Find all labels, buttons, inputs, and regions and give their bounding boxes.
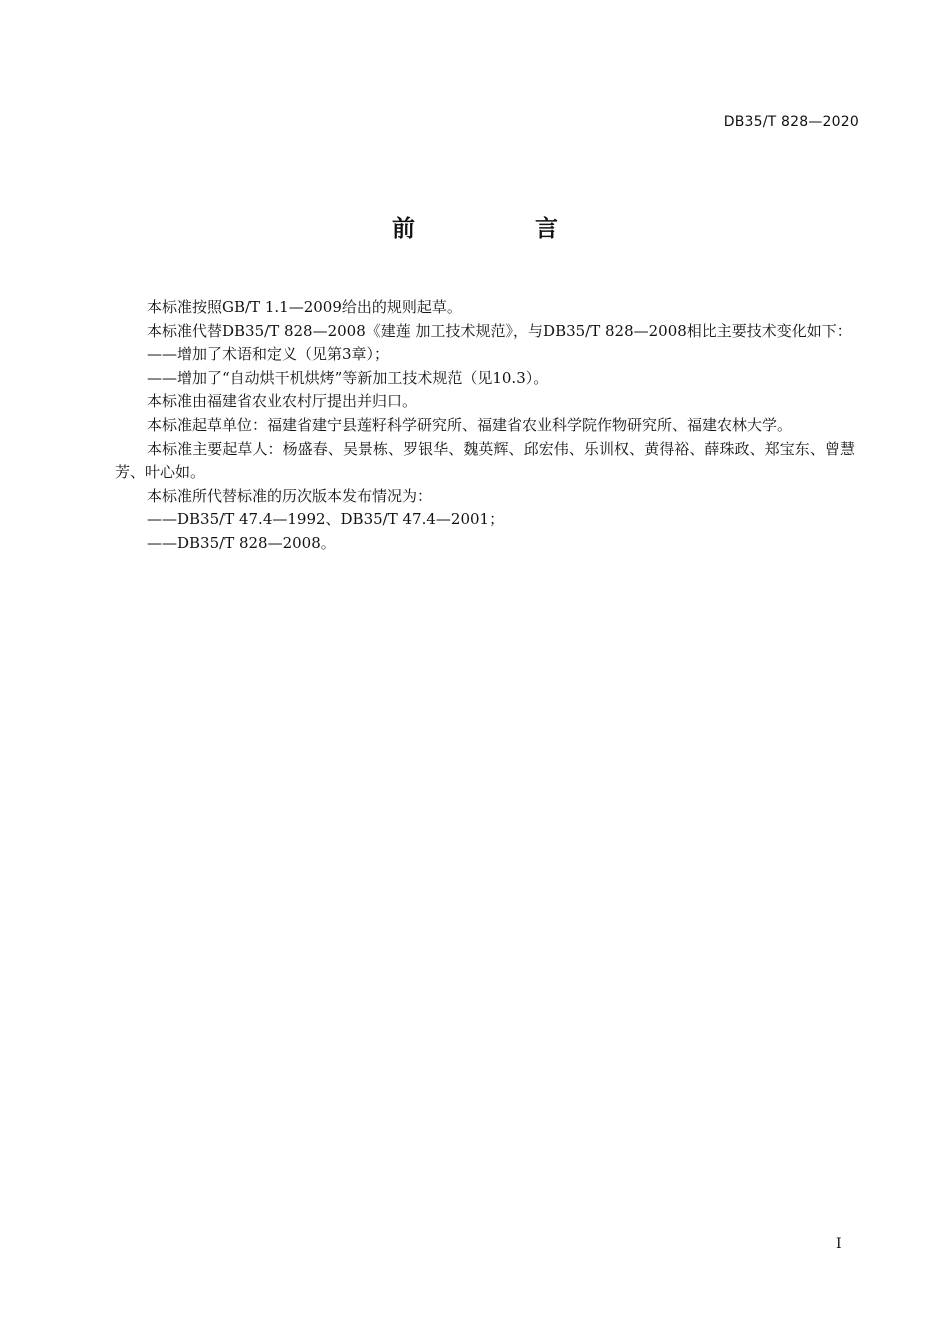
- foreword-title: 前 言: [391, 216, 614, 242]
- paragraph-drafters: 本标准主要起草人：杨盛春、吴景栋、罗银华、魏英辉、邱宏伟、乐训权、黄得裕、薛珠政、郑宝东、曾慧芳、叶心如。: [115, 439, 855, 482]
- change-item-drying: ——增加了“自动烘干机烘烤”等新加工技术规范（见10.3）。: [147, 368, 549, 387]
- history-item-2: ——DB35/T 828—2008。: [147, 533, 336, 552]
- standard-code: DB35/T 828—2020: [723, 114, 859, 130]
- paragraph-history-intro: 本标准所代替标准的历次版本发布情况为：: [147, 486, 433, 505]
- paragraph-drafting-rules: 本标准按照GB/T 1.1—2009给出的规则起草。: [147, 298, 462, 316]
- history-item-1: ——DB35/T 47.4—1992、DB35/T 47.4—2001；: [147, 510, 505, 529]
- paragraph-drafting-units: 本标准起草单位：福建省建宁县莲籽科学研究所、福建省农业科学院作物研究所、福建农林大学。: [147, 415, 793, 434]
- paragraph-replacement: 本标准代替DB35/T 828—2008《建莲 加工技术规范》，与DB35/T 828—2008相比主要技术变化如下：: [147, 321, 852, 340]
- foreword-body: [115, 296, 855, 556]
- change-item-terms: ——增加了术语和定义（见第3章）；: [147, 345, 390, 364]
- page-number: I: [836, 1236, 842, 1252]
- paragraph-proposer: 本标准由福建省农业农村厅提出并归口。: [147, 392, 418, 411]
